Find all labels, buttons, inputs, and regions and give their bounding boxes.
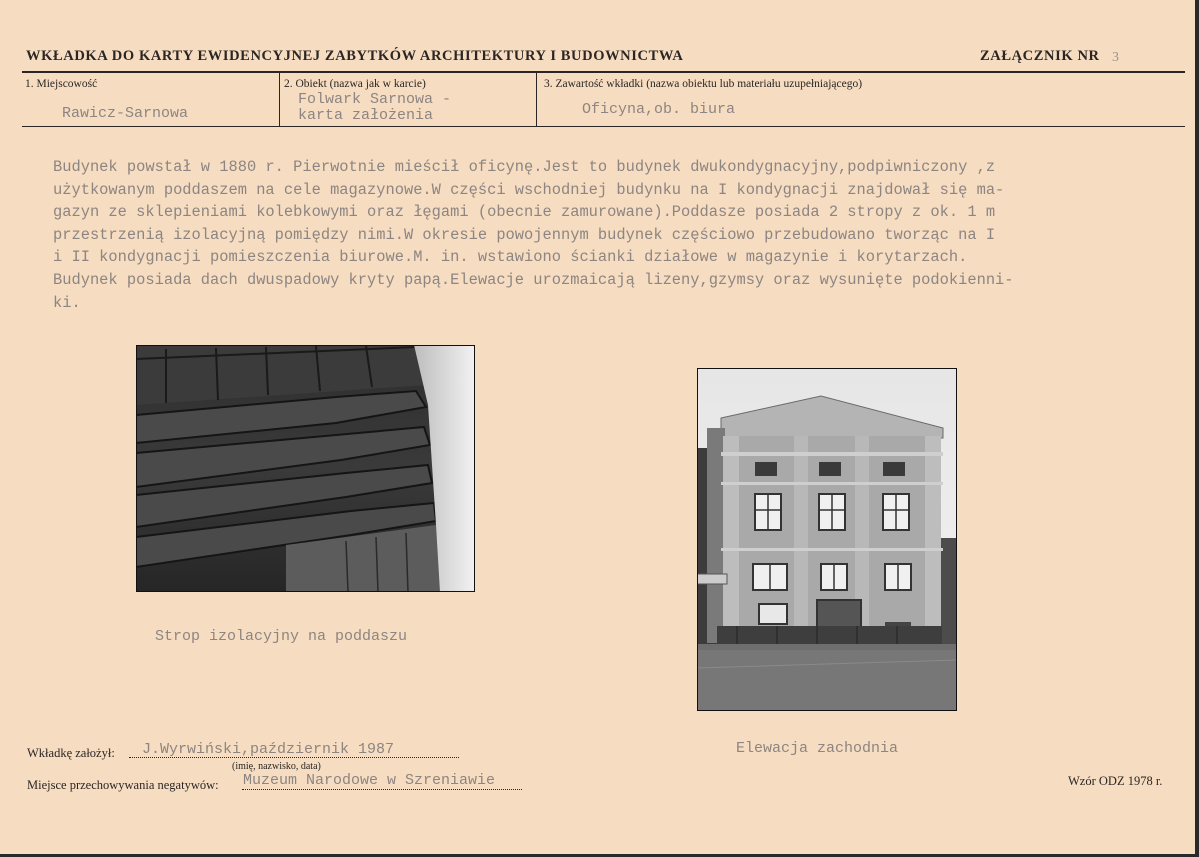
object-value-line-1: Folwark Sarnowa - xyxy=(298,91,452,108)
form-code: Wzór ODZ 1978 r. xyxy=(1068,774,1163,788)
right-photo-caption: Elewacja zachodnia xyxy=(736,740,899,757)
locality-label: 1. Miejscowość xyxy=(25,78,98,90)
object-label: 2. Obiekt (nazwa jak w karcie) xyxy=(284,78,426,90)
left-photo-caption: Strop izolacyjny na poddaszu xyxy=(155,628,408,645)
description-line: przestrzenią izolacyjną pomiędzy nimi.W okresie powojennym budynek częściowo przebudowano tworząc na I xyxy=(53,225,996,244)
author-label: Wkładkę założył: xyxy=(27,746,115,760)
annex-number: 3 xyxy=(1112,50,1119,65)
field-divider-1 xyxy=(279,73,280,126)
west-elevation-photo xyxy=(697,368,957,711)
description-line: użytkowanym poddaszem na cele magazynowe.W części wschodniej budynku na I kondygnacji znajdował się ma- xyxy=(53,180,1005,199)
description-line: i II kondygnacji pomieszczenia biurowe.M. in. wstawiono ścianki działowe w magazynie i korytarzach. xyxy=(53,248,968,267)
header-rule-bottom xyxy=(22,126,1185,127)
description-text xyxy=(53,156,1153,314)
field-divider-2 xyxy=(536,73,537,126)
author-value: J.Wyrwiński,październik 1987 xyxy=(142,741,395,758)
description-line: gazyn ze sklepieniami kolebkowymi oraz łęgami (obecnie zamurowane).Poddasze posiada 2 stropy z ok. 1 m xyxy=(53,203,996,222)
object-value-line-2: karta założenia xyxy=(298,107,434,124)
scan-edge-right xyxy=(1195,0,1199,857)
card-title: WKŁADKA DO KARTY EWIDENCYJNEJ ZABYTKÓW ARCHITEKTURY I BUDOWNICTWA xyxy=(26,48,684,64)
header-rule-top xyxy=(22,71,1185,73)
description-line: ki. xyxy=(53,293,81,312)
content-label: 3. Zawartość wkładki (nazwa obiektu lub materiału uzupełniającego) xyxy=(544,78,863,90)
attic-ceiling-photo xyxy=(136,345,475,592)
author-hint: (imię, nazwisko, data) xyxy=(232,761,321,772)
content-value: Oficyna,ob. biura xyxy=(582,101,736,118)
negatives-storage-value: Muzeum Narodowe w Szreniawie xyxy=(243,772,496,789)
storage-dotted-line xyxy=(242,789,522,790)
locality-value: Rawicz-Sarnowa xyxy=(62,105,189,122)
annex-label: ZAŁĄCZNIK NR xyxy=(980,48,1100,64)
description-line: Budynek powstał w 1880 r. Pierwotnie mieścił oficynę.Jest to budynek dwukondygnacyjny,podpiwniczony ,z xyxy=(53,158,996,176)
description-line: Budynek posiada dach dwuspadowy kryty papą.Elewacje urozmaicają lizeny,gzymsy oraz wysunięte podokienni- xyxy=(53,270,1014,289)
negatives-storage-label: Miejsce przechowywania negatywów: xyxy=(27,778,219,792)
